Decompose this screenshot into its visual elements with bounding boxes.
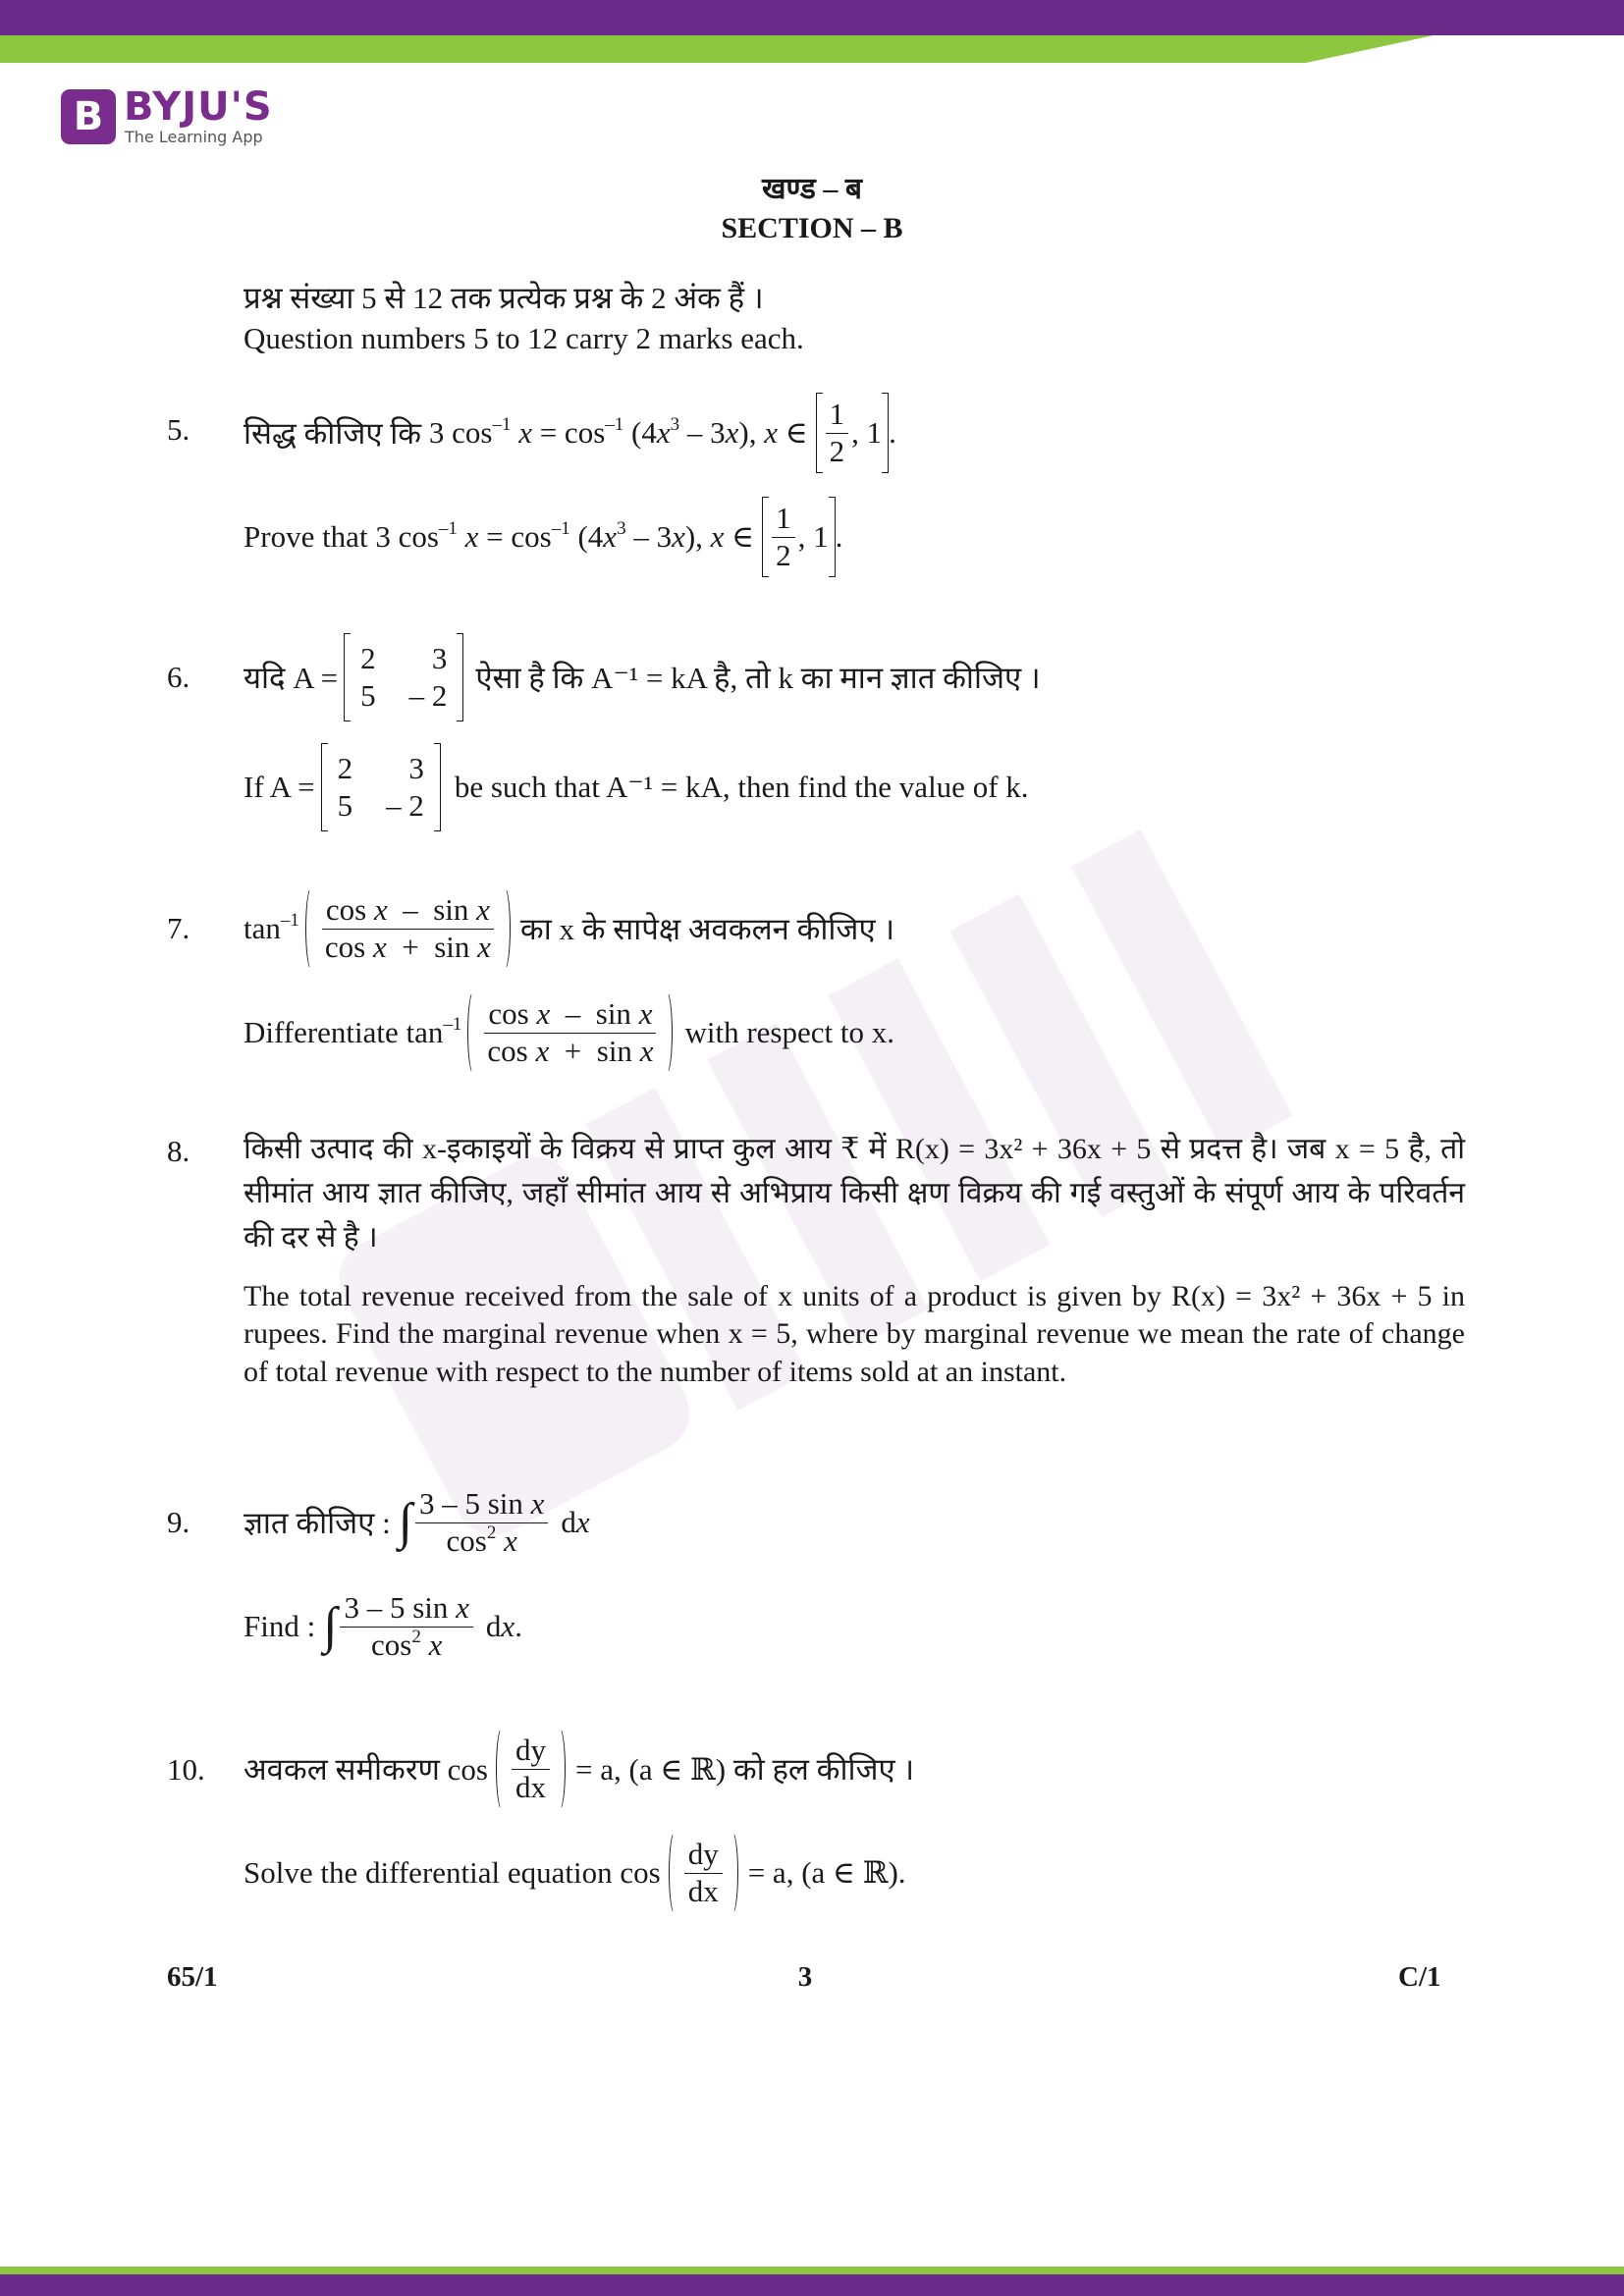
integral-sign: ∫	[323, 1598, 338, 1654]
math-expression: 3 $\cos^{-1} x = \cos^{-1} (4x^3 - 3x)$, x ∈	[367, 518, 755, 554]
math-expression: dx.	[485, 1609, 522, 1643]
question-7-english	[244, 988, 894, 1078]
instructions-hindi: प्रश्न संख्या 5 से 12 तक प्रत्येक प्रश्न के 2 अंक हैं ।	[244, 281, 764, 315]
question-tail: with respect to x.	[684, 1015, 894, 1049]
question-8-english: The total revenue received from the sale of x units of a product is given by R(x) = 3x² + 36x + 5 in rupees. Find the marginal revenue when x = 5, where by marginal revenue we mean the rate of change of total revenue with respect to the number of items sold at an instant.	[244, 1280, 1465, 1388]
matrix-entry: 2	[337, 751, 353, 785]
page-number: 3	[797, 1961, 813, 1993]
question-tail: का x के सापेक्ष अवकलन कीजिए ।	[519, 912, 895, 946]
question-lead: यदि A =	[244, 661, 339, 695]
derivative-in-parens: $\frac{dy}{dx}$	[496, 1727, 566, 1811]
footer-code: 65/1	[167, 1961, 218, 1993]
integrand-fraction: $\frac{\text{3 – 5 sin x}}{\cos^2 x}$	[415, 1488, 548, 1557]
question-lead: If A =	[244, 770, 315, 804]
question-lead: ज्ञात कीजिए :	[244, 1506, 391, 1540]
matrix-entry: – 2	[386, 788, 424, 823]
question-8-hindi: किसी उत्पाद की x-इकाइयों के विक्रय से प्राप्त कुल आय ₹ में R(x) = 3x² + 36x + 5 से प्रदत्त है। जब x = 5 है, तो सीमांत आय ज्ञात कीजिए, जहाँ सीमांत आय से अभिप्राय किसी क्षण विक्रय की गई वस्तुओं के संपूर्ण आय के परिवर्तन की दर से है ।	[244, 1133, 1465, 1254]
question-number: 10.	[167, 1752, 205, 1787]
question-lead: Differentiate	[244, 1015, 399, 1049]
matrix-entry: – 2	[408, 678, 448, 713]
section-heading-english: SECTION – B	[721, 212, 903, 244]
top-decorative-band	[0, 0, 1624, 63]
matrix-entry: 5	[337, 788, 353, 823]
question-7-hindi	[244, 883, 894, 974]
question-tail: ऐसा है कि A⁻¹ = kA है, तो k का मान ज्ञात कीजिए ।	[475, 661, 1041, 695]
matrix-entry: 3	[408, 751, 424, 785]
question-number: 8.	[167, 1134, 190, 1168]
matrix-a	[344, 633, 463, 721]
fraction-in-parens: $\frac{\text{cos x – sin x}}{\text{cos x + sin x}}$	[305, 886, 511, 971]
math-expression: $\tan^{-1}$	[244, 910, 299, 945]
question-lead: Find :	[244, 1609, 316, 1643]
logo-name: BYJU'S	[124, 84, 273, 130]
math-expression: dx	[561, 1505, 590, 1539]
matrix-a	[321, 743, 441, 831]
integrand-fraction: $\frac{\text{3 – 5 sin x}}{\cos^2 x}$	[340, 1592, 472, 1661]
section-heading-hindi: खण्ड – ब	[762, 173, 862, 205]
derivative-in-parens: $\frac{dy}{dx}$	[669, 1831, 738, 1915]
fraction-in-parens: $\frac{\text{cos x – sin x}}{\text{cos x + sin x}}$	[467, 990, 673, 1075]
question-lead: Solve the differential equation cos	[244, 1855, 661, 1890]
question-lead: सिद्ध कीजिए कि	[244, 416, 422, 451]
question-9-hindi	[244, 1478, 590, 1567]
question-number: 5.	[167, 412, 190, 447]
question-number: 6.	[167, 660, 190, 694]
interval: $\frac{1}{2}$ , 1	[762, 497, 836, 577]
question-6-hindi	[244, 630, 1041, 724]
question-tail: = a, (a ∈ ℝ) को हल कीजिए ।	[575, 1752, 915, 1787]
instructions-english: Question numbers 5 to 12 carry 2 marks each.	[244, 321, 804, 355]
question-number: 9.	[167, 1505, 190, 1539]
question-5-hindi: सिद्ध कीजिए कि 3 $\cos^{-1} x = \cos^{-1} (4x^3 - 3x)$, x ∈ $\frac{1}{2}$ , 1 .	[244, 389, 896, 477]
question-tail: = a, (a ∈ ℝ).	[747, 1855, 906, 1890]
question-6-english	[244, 740, 1029, 834]
interval: $\frac{1}{2}$ , 1	[816, 393, 890, 473]
footer-set: C/1	[1398, 1961, 1441, 1993]
logo-tagline: The Learning App	[125, 128, 263, 146]
question-lead: Prove that	[244, 519, 368, 554]
question-lead: अवकल समीकरण cos	[244, 1752, 488, 1787]
question-tail: be such that A⁻¹ = kA, then find the value of k.	[454, 770, 1029, 804]
logo-mark-icon: B	[61, 89, 116, 144]
bottom-decorative-band	[0, 2267, 1624, 2296]
matrix-entry: 5	[360, 678, 376, 713]
question-number: 7.	[167, 911, 190, 945]
math-expression: $\tan^{-1}$	[398, 1014, 462, 1049]
question-5-english: Prove that 3 $\cos^{-1} x = \cos^{-1} (4x^3 - 3x)$, x ∈ $\frac{1}{2}$ , 1 .	[244, 493, 842, 581]
question-10-hindi	[244, 1724, 914, 1814]
integral-sign: ∫	[398, 1494, 412, 1550]
question-10-english	[244, 1828, 906, 1918]
byjus-logo	[61, 86, 277, 149]
matrix-entry: 3	[431, 641, 448, 675]
math-expression: 3 $\cos^{-1} x = \cos^{-1} (4x^3 - 3x)$, x ∈	[421, 414, 808, 450]
matrix-entry: 2	[360, 641, 376, 675]
question-9-english	[244, 1582, 522, 1671]
